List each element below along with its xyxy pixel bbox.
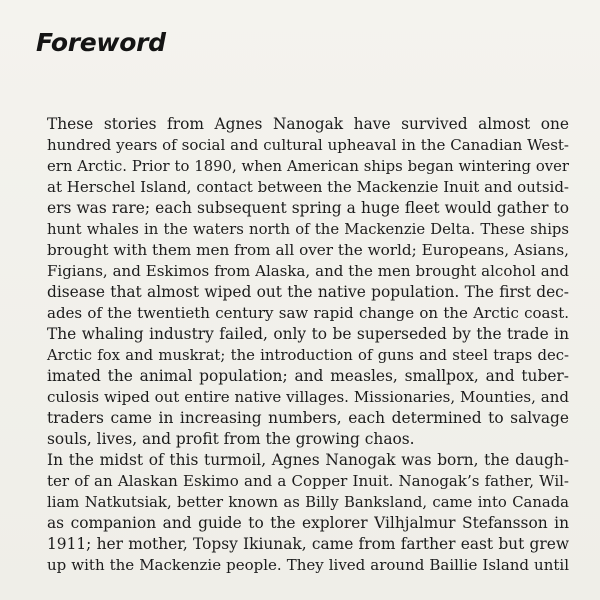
text-line: traders came in increasing numbers, each determined to salvage [47, 409, 569, 427]
page-heading: Foreword [36, 28, 166, 57]
text-line: hunt whales in the waters north of the Mackenzie Delta. These ships [47, 221, 569, 238]
text-line: disease that almost wiped out the native population. The first dec- [47, 283, 569, 301]
text-line: imated the animal population; and measles, smallpox, and tuber- [47, 367, 569, 385]
foreword-text [47, 114, 569, 576]
text-line: at Herschel Island, contact between the Mackenzie Inuit and outsid- [47, 178, 569, 196]
text-line: ades of the twentieth century saw rapid change on the Arctic coast. [47, 304, 569, 322]
text-line: ter of an Alaskan Eskimo and a Copper Inuit. Nanogak’s father, Wil- [47, 472, 569, 490]
text-line: 1911; her mother, Topsy Ikiunak, came from farther east but grew [47, 535, 569, 553]
text-line: ern Arctic. Prior to 1890, when American ships began wintering over [47, 158, 569, 175]
text-line: souls, lives, and profit from the growing chaos. [47, 430, 415, 448]
text-line: up with the Mackenzie people. They lived around Baillie Island until [47, 556, 569, 574]
text-line: Arctic fox and muskrat; the introduction of guns and steel traps dec- [47, 347, 569, 364]
text-line: liam Natkutsiak, better known as Billy Banksland, came into Canada [47, 494, 569, 511]
text-line: brought with them men from all over the world; Europeans, Asians, [47, 241, 569, 259]
text-line: In the midst of this turmoil, Agnes Nanogak was born, the daugh- [47, 451, 569, 469]
text-line: culosis wiped out entire native villages. Missionaries, Mounties, and [47, 388, 569, 406]
text-line: These stories from Agnes Nanogak have survived almost one [47, 115, 569, 133]
text-line: hundred years of social and cultural upheaval in the Canadian West- [47, 136, 569, 154]
text-line: ers was rare; each subsequent spring a huge fleet would gather to [47, 199, 569, 217]
text-line: as companion and guide to the explorer Vilhjalmur Stefansson in [47, 514, 569, 532]
text-line: The whaling industry failed, only to be superseded by the trade in [47, 325, 569, 343]
text-line: Figians, and Eskimos from Alaska, and the men brought alcohol and [47, 262, 569, 280]
